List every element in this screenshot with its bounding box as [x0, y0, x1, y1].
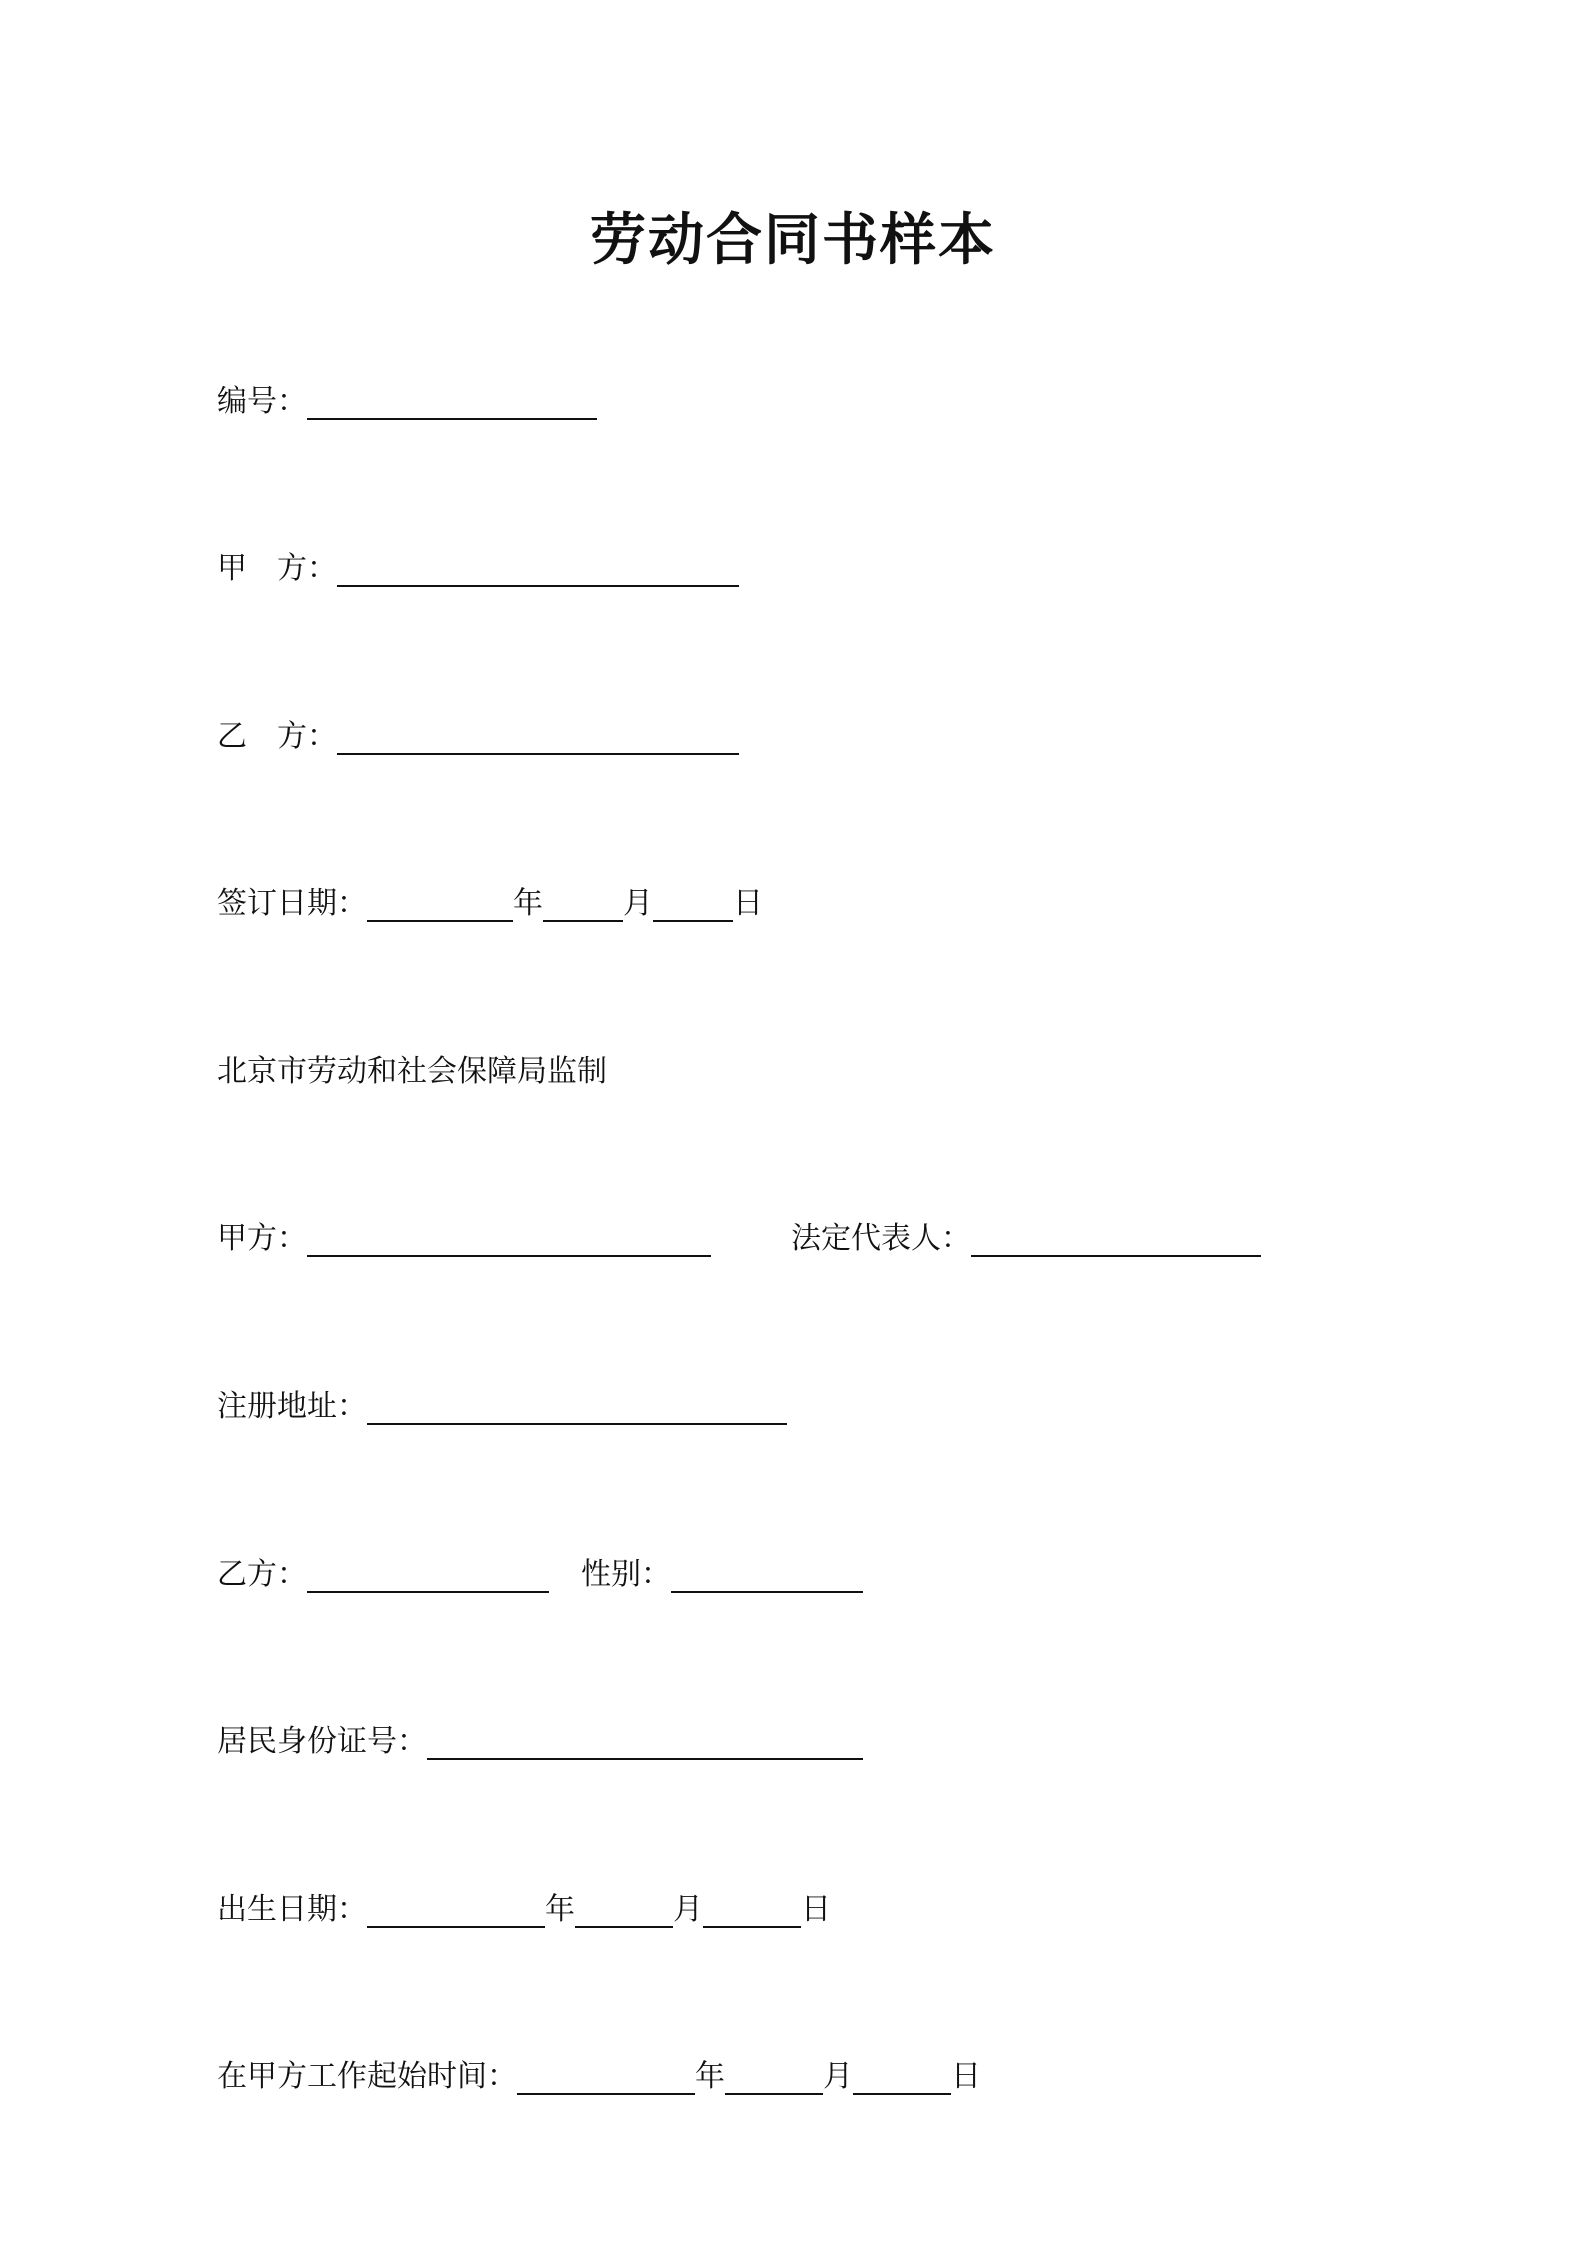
start-date-month-label: 月	[823, 2059, 853, 2094]
birth-date-day-field[interactable]	[703, 1888, 801, 1928]
party-a-label: 甲方：	[217, 1221, 307, 1256]
start-date-month-field[interactable]	[725, 2055, 823, 2095]
sign-date-row	[217, 878, 763, 924]
contract-number-field[interactable]	[307, 380, 597, 420]
birth-date-row	[217, 1884, 831, 1930]
legal-rep-label: 法定代表人：	[791, 1221, 971, 1256]
sign-date-year-label: 年	[513, 886, 543, 921]
contract-number-row	[217, 376, 597, 422]
cover-party-a-field[interactable]	[337, 547, 739, 587]
gender-field[interactable]	[671, 1553, 863, 1593]
birth-date-month-field[interactable]	[575, 1888, 673, 1928]
start-date-year-label: 年	[695, 2059, 725, 2094]
birth-date-year-field[interactable]	[367, 1888, 545, 1928]
start-date-year-field[interactable]	[517, 2055, 695, 2095]
party-a-row	[217, 1213, 1261, 1259]
id-number-field[interactable]	[427, 1720, 863, 1760]
id-number-row	[217, 1716, 863, 1762]
start-date-day-label: 日	[951, 2059, 981, 2094]
birth-date-label: 出生日期：	[217, 1892, 367, 1927]
gender-label: 性别：	[581, 1557, 671, 1592]
sign-date-label: 签订日期：	[217, 886, 367, 921]
cover-party-a-row	[217, 543, 739, 589]
reg-address-label: 注册地址：	[217, 1389, 367, 1424]
birth-date-year-label: 年	[545, 1892, 575, 1927]
cover-party-b-row	[217, 711, 739, 757]
sign-date-month-label: 月	[623, 886, 653, 921]
legal-rep-field[interactable]	[971, 1217, 1261, 1257]
party-a-field[interactable]	[307, 1217, 711, 1257]
birth-date-month-label: 月	[673, 1892, 703, 1927]
start-date-day-field[interactable]	[853, 2055, 951, 2095]
party-b-field[interactable]	[307, 1553, 549, 1593]
start-date-label: 在甲方工作起始时间：	[217, 2059, 517, 2094]
cover-party-b-field[interactable]	[337, 715, 739, 755]
sign-date-day-label: 日	[733, 886, 763, 921]
supervisor-row	[217, 1046, 607, 1092]
sign-date-day-field[interactable]	[653, 882, 733, 922]
party-b-label: 乙方：	[217, 1557, 307, 1592]
party-b-row	[217, 1549, 863, 1595]
page-title: 劳动合同书样本	[590, 208, 996, 273]
sign-date-year-field[interactable]	[367, 882, 513, 922]
supervisor-text: 北京市劳动和社会保障局监制	[217, 1054, 607, 1089]
cover-party-a-label: 甲 方：	[217, 551, 337, 586]
contract-number-label: 编号：	[217, 384, 307, 419]
sign-date-month-field[interactable]	[543, 882, 623, 922]
reg-address-field[interactable]	[367, 1385, 787, 1425]
reg-address-row	[217, 1381, 787, 1427]
cover-party-b-label: 乙 方：	[217, 719, 337, 754]
birth-date-day-label: 日	[801, 1892, 831, 1927]
id-number-label: 居民身份证号：	[217, 1724, 427, 1759]
start-date-row	[217, 2051, 981, 2097]
